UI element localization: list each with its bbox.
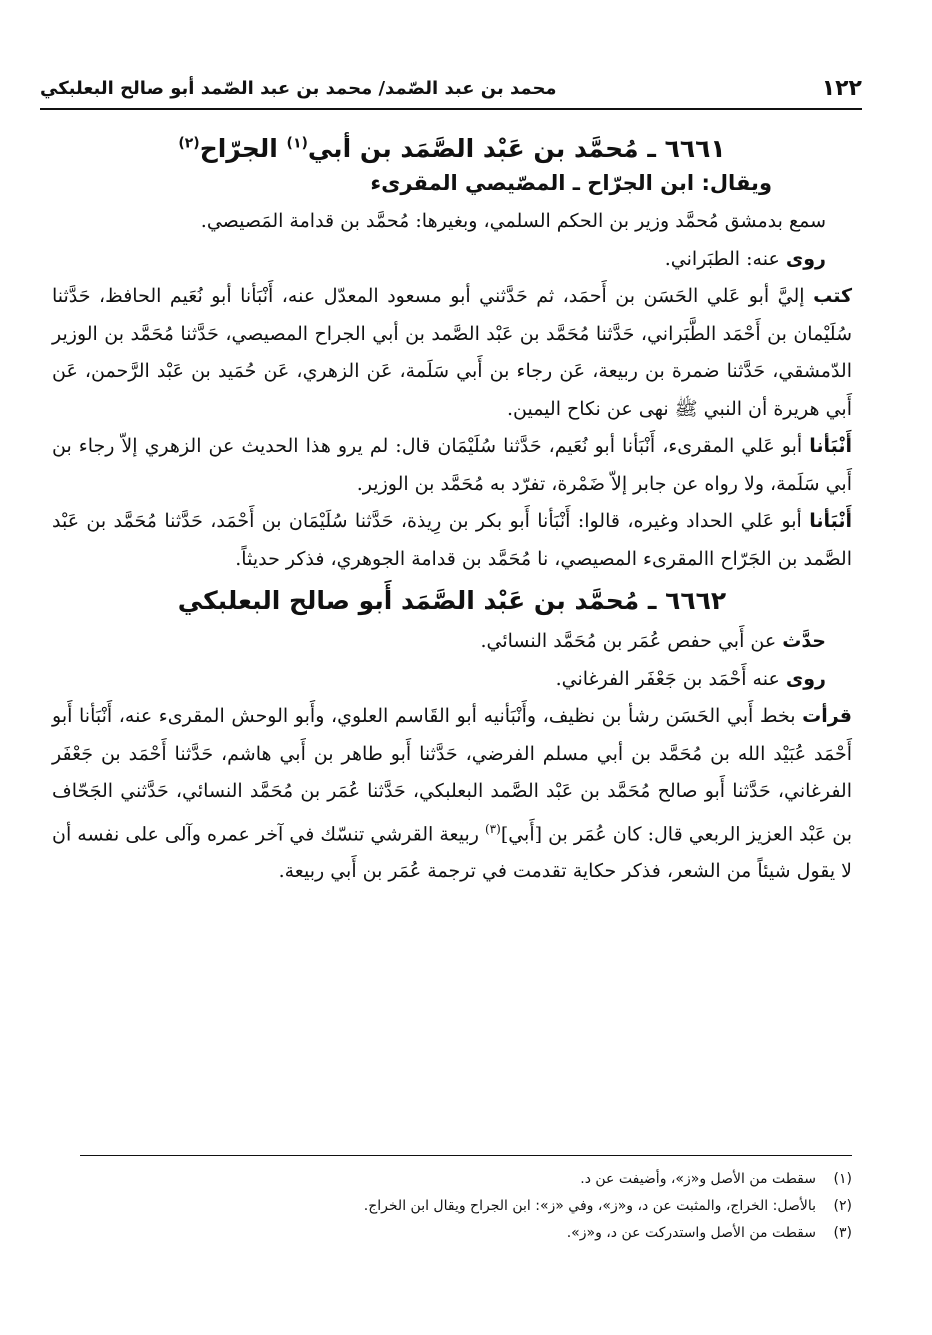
keyword: حدَّث bbox=[782, 630, 826, 652]
keyword: أَنْبَأنا bbox=[809, 435, 852, 457]
entry-6661-title bbox=[52, 134, 852, 163]
paragraph-text: ربيعة القرشي تنسّك في آخر عمره وآلى على نفسه أن لا يقول شيئاً من الشعر، فذكر حكاية تقدمت في ترجمة عُمَر بن أَبي ربيعة. bbox=[52, 822, 852, 883]
paragraph bbox=[52, 278, 852, 428]
paragraph: سمع بدمشق مُحمَّد وزير بن الحكم السلمي، وبغيرها: مُحمَّد بن قدامة المَصيصي. bbox=[200, 210, 826, 232]
paragraph-text: عنه: الطبَراني. bbox=[664, 247, 786, 270]
footnote-number: (١) bbox=[833, 1171, 852, 1187]
main-text bbox=[52, 128, 852, 891]
keyword: روى bbox=[785, 247, 826, 270]
paragraph-text: بخط أَبي الحَسَن رشأ بن نظيف، وأَنْبَأنيه أبو القَاسم العلوي، وأَبو الوحش المقرىء عنه، أَنْبَأنا أَبو أَحْمَد عُبَيْد الله بن مُحَمَّد بن أبي مسلم الفرضي، حَدَّثنا أَبو طاهر بن أَبي هاشم، حَدَّثنا أَحْمَد بن جَعْفَر الفرغاني، حَدَّثنا أَبو صالح مُحَمَّد بن عَبْد الصَّمد البعلبكي، حَدَّثنا عُمَر بن مُحَمَّد النسائي، حَدَّثني الجَحّاف بن عَبْد العزيز الربعي قال: كان عُمَر بن [أَبي] bbox=[52, 705, 853, 845]
entry-6661-title-name: الجرّاح bbox=[199, 134, 287, 163]
entry-6661-title-main: ٦٦٦١ ـ مُحمَّد بن عَبْد الصَّمَد بن أبي bbox=[307, 134, 726, 163]
keyword: كتب bbox=[813, 285, 852, 307]
paragraph bbox=[52, 503, 852, 578]
paragraph bbox=[52, 428, 852, 503]
footnote-number: (٢) bbox=[833, 1198, 852, 1214]
footnote-text: سقطت من الأصل واستدركت عن د، و«ز». bbox=[566, 1225, 816, 1241]
entry-6662-title: ٦٦٦٢ ـ مُحمَّد بن عَبْد الصَّمَد أَبو صالح البعلبكي bbox=[177, 586, 727, 615]
entry-6661-subtitle: ويقال: ابن الجرّاح ـ المصّيصي المقرىء bbox=[370, 171, 772, 195]
paragraph-text: أبو عَلي المقرىء، أَنْبَأنا أبو نُعَيم، حَدَّثنا سُلَيْمَان قال: لم يرو هذا الحديث عن الزهري إلاّ رجاء بن أَبي سَلَمة، ولا رواه عن جابر إلاّ ضَمْرة، تفرّد به مُحَمَّد بن الوزير. bbox=[52, 435, 852, 495]
keyword: قرأت bbox=[802, 705, 852, 727]
paragraph-text: عنه أَحْمَد بن جَعْفَر الفرغاني. bbox=[555, 667, 786, 690]
page-header bbox=[40, 68, 862, 110]
paragraph bbox=[52, 661, 852, 699]
footnote-text: سقطت من الأصل و«ز»، وأضيفت عن د. bbox=[580, 1171, 816, 1187]
paragraph-text: إليَّ أبو عَلي الحَسَن بن أَحمَد، ثم حَدَّثني أبو مسعود المعدّل عنه، أَنْبَأنا أبو نُعَيم الحافظ، حَدَّثنا سُلَيْمان بن أَحْمَد الطَّبَراني، حَدَّثنا مُحَمَّد بن عَبْد الصَّمد بن أبي الجراح المصيصي، حَدَّثنا مُحَمَّد بن الوزير الدّمشقي، حَدَّثنا ضمرة بن ربيعة، عَن رجاء بن أَبي سَلَمة، عَن الزهري، عَن حُمَيد بن عَبْد الرَّحمن، عَن أَبي هريرة أن النبي ﷺ نهى عن نكاح اليمين. bbox=[52, 285, 852, 420]
footnote-number: (٣) bbox=[833, 1225, 852, 1241]
footnote-item bbox=[80, 1220, 852, 1247]
paragraph-text: عن أَبي حفص عُمَر بن مُحَمَّد النسائي. bbox=[480, 630, 783, 652]
footnote-item bbox=[80, 1193, 852, 1220]
paragraph bbox=[52, 698, 852, 891]
keyword: روى bbox=[785, 667, 826, 690]
footnote-item bbox=[80, 1166, 852, 1193]
footnotes bbox=[80, 1155, 852, 1247]
paragraph bbox=[52, 241, 852, 279]
paragraph bbox=[52, 623, 852, 661]
footnote-ref-1[interactable]: (١) bbox=[286, 135, 308, 152]
keyword: أَنْبَأنا bbox=[809, 510, 852, 532]
page-number: ١٢٢ bbox=[821, 75, 862, 101]
footnote-text: بالأصل: الخراج، والمثبت عن د، و«ز»، وفي «ز»: ابن الجراح ويقال ابن الخراج. bbox=[363, 1198, 816, 1214]
footnote-ref-3[interactable]: (٣) bbox=[484, 821, 501, 836]
footnote-ref-2[interactable]: (٢) bbox=[178, 135, 200, 152]
running-head: محمد بن عبد الصّمد/ محمد بن عبد الصّمد أبو صالح البعلبكي bbox=[40, 77, 557, 99]
paragraph-text: أبو عَلي الحداد وغيره، قالوا: أَنْبَأنا أَبو بكر بن رِيذة، حَدَّثنا سُلَيْمَان بن أَحْمَد، حَدَّثنا مُحَمَّد بن عَبْد الصَّمد بن الجَرّاح االمقرىء المصيصي، نا مُحَمَّد بن قدامة الجوهري، فذكر حديثاً. bbox=[52, 510, 852, 570]
